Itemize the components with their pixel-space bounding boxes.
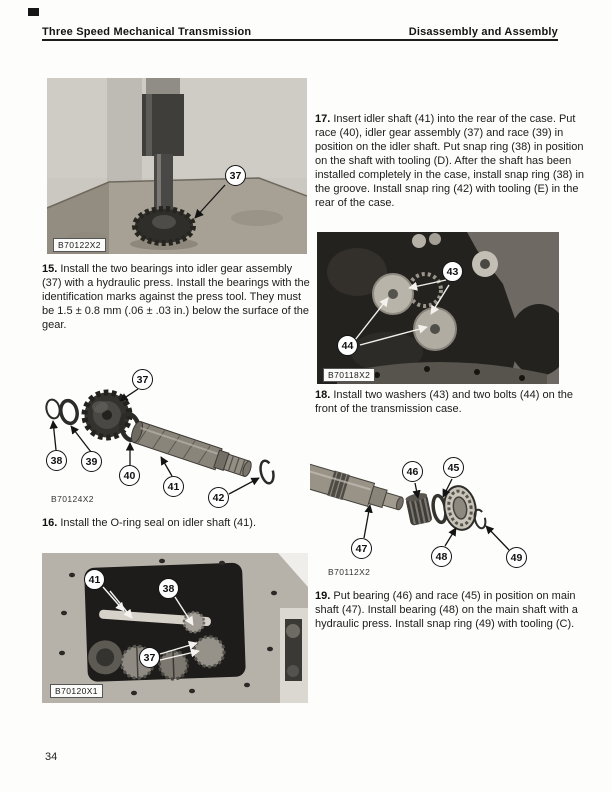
- callout-38: 38: [46, 450, 67, 471]
- callout-38: 38: [158, 578, 179, 599]
- step-16-number: 16.: [42, 517, 58, 529]
- step-19-text: Put bearing (46) and race (45) in position on main shaft (47). Install bearing (48) on the main shaft with a hydraulic press. Install snap ring (49) with tooling (C).: [315, 590, 578, 630]
- figure-label-front-photo: B70118X2: [323, 368, 375, 382]
- figure-mainshaft-drawing: [310, 455, 588, 581]
- scan-artifact: [28, 8, 39, 16]
- step-17: [315, 112, 587, 210]
- callout-39: 39: [81, 451, 102, 472]
- front-photo-scene: [317, 232, 559, 384]
- header-chapter-title: Disassembly and Assembly: [408, 26, 558, 38]
- callout-45: 45: [443, 457, 464, 478]
- step-16: [42, 516, 312, 530]
- callout-37: 37: [139, 647, 160, 668]
- step-19-number: 19.: [315, 590, 331, 602]
- step-18-number: 18.: [315, 389, 331, 401]
- step-19: [315, 589, 587, 631]
- figure-label-mainshaft-drawing: B70112X2: [328, 567, 371, 577]
- figure-front-photo: [317, 232, 559, 384]
- callout-43: 43: [442, 261, 463, 282]
- callout-47: 47: [351, 538, 372, 559]
- case-photo-scene: [42, 553, 308, 703]
- callout-46: 46: [402, 461, 423, 482]
- step-16-text: Install the O-ring seal on idler shaft (41).: [60, 517, 257, 529]
- step-15-text: Install the two bearings into idler gear assembly (37) with a hydraulic press. Install the bearings with the identification marks against the press tool. They must be 1.5 ± 0.8 mm (.06 ± .03 in.) below the surface of the gear.: [42, 263, 310, 331]
- callout-40: 40: [119, 465, 140, 486]
- header-section-title: Three Speed Mechanical Transmission: [42, 26, 252, 38]
- figure-press-photo: [47, 78, 307, 254]
- callout-44: 44: [337, 335, 358, 356]
- step-18: [315, 388, 587, 416]
- figure-case-photo: [42, 553, 308, 703]
- callout-48: 48: [431, 546, 452, 567]
- figure-idler-drawing: [42, 368, 310, 512]
- figure-label-idler-drawing: B70124X2: [51, 494, 94, 504]
- bearing-46-illustration: [405, 492, 433, 526]
- callout-37: 37: [132, 369, 153, 390]
- step-17-number: 17.: [315, 113, 331, 125]
- callout-42: 42: [208, 487, 229, 508]
- main-shaft-illustration: [310, 463, 406, 517]
- figure-label-case-photo: B70120X1: [50, 684, 103, 698]
- step-18-text: Install two washers (43) and two bolts (44) on the front of the transmission case.: [315, 389, 574, 415]
- press-photo-scene: [47, 78, 307, 254]
- idler-shaft-illustration: [129, 420, 254, 480]
- figure-label-press-photo: B70122X2: [53, 238, 106, 252]
- callout-41: 41: [84, 569, 105, 590]
- callout-41: 41: [163, 476, 184, 497]
- callout-37: 37: [225, 165, 246, 186]
- callout-49: 49: [506, 547, 527, 568]
- page-number: 34: [45, 751, 58, 763]
- step-17-text: Insert idler shaft (41) into the rear of the case. Put race (40), idler gear assembly (37) and race (39) in position on the idler shaft. Put snap ring (38) in position on the shaft with tooling (D). After the shaft has been installed completely in the case, install snap ring (38) in the groove. Install snap ring (42) with tooling (E) in the rear of the case.: [315, 113, 585, 209]
- step-15: [42, 262, 312, 332]
- header-rule: [42, 39, 558, 41]
- step-15-number: 15.: [42, 263, 58, 275]
